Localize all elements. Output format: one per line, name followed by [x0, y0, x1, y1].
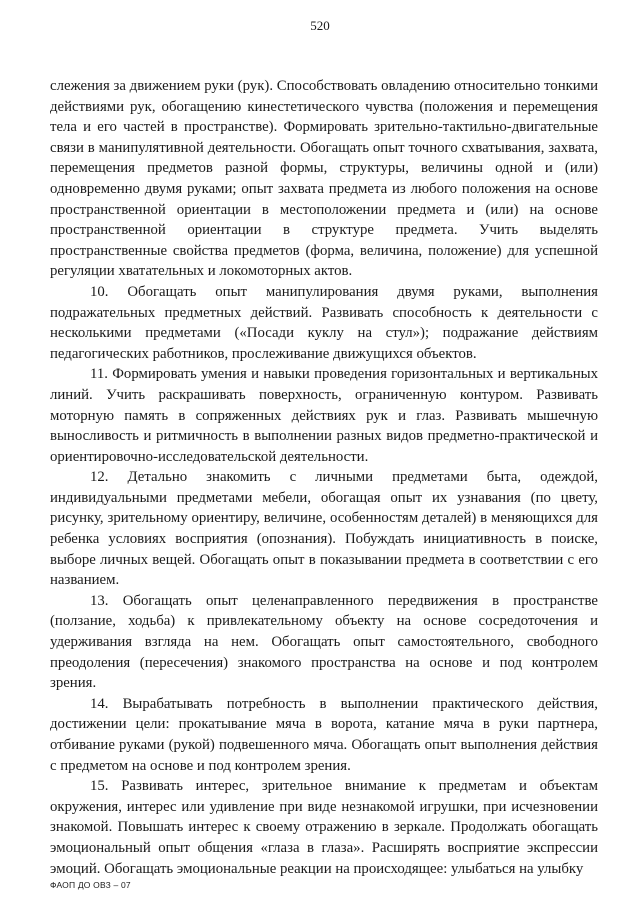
page-number: 520 — [310, 18, 330, 33]
paragraph-10: 10. Обогащать опыт манипулирования двумя руками, выполнения подражательных предметных действий. Развивать способность к деятельности с несколькими предметами («Посади куклу на стул»); подражание действиям педагогических работников, прослеживание движущихся объектов. — [50, 283, 598, 362]
paragraph-12: 12. Детально знакомить с личными предметами быта, одеждой, индивидуальными предметами мебели, обогащая опыт их узнавания (по цвету, рисунку, зрительному ориентиру, величине, особенностям деталей) в меняющихся для ребенка условиях восприятия (опознания). Побуждать инициативность в поиске, выборе личных вещей. Обогащать опыт в показывании предмета в соответствии с его названием. — [50, 469, 598, 589]
paragraph-15: 15. Развивать интерес, зрительное внимание к предметам и объектам окружения, интерес или удивление при виде незнакомой игрушки, при исчезновении знакомой. Повышать интерес к своему отражению в зеркале. Продолжать обогащать эмоциональный опыт общения «глаза в глаза». Расширять восприятие экспрессии эмоций. Обогащать эмоциональные реакции на происходящее: улыбаться на улыбку — [50, 778, 598, 877]
paragraph-13: 13. Обогащать опыт целенаправленного передвижения в пространстве (ползание, ходьба) к привлекательному объекту на основе сосредоточения и удерживания взгляда на нем. Обогащать опыт самостоятельного, свободного преодоления (пересечения) знакомого пространства на основе и под контролем зрения. — [50, 592, 598, 692]
document-body — [50, 76, 598, 879]
paragraph-11: 11. Формировать умения и навыки проведения горизонтальных и вертикальных линий. Учить раскрашивать поверхность, ограниченную контуром. Развивать моторную память в сопряженных действиях рук и глаз. Развивать мышечную выносливость и ритмичность в выполнении разных видов предметно-практической и ориентировочно-исследовательской деятельности. — [50, 366, 598, 465]
paragraph-continuation: слежения за движением руки (рук). Способствовать овладению относительно тонкими действиями рук, обогащению кинестетического чувства (положения и перемещения тела и его частей в пространстве). Формировать зрительно-тактильно-двигательные связи в манипулятивной деятельности. Обогащать опыт точного схватывания, захвата, перемещения предметов разной формы, структуры, величины одной и (или) одновременно двумя руками; опыт захвата предмета из любого положения на основе пространственной ориентации в местоположении предмета и (или) на основе пространственной ориентации в структуре предмета. Учить выделять пространственные свойства предметов (форма, величина, положение) для успешной регуляции хватательных и локомоторных актов. — [50, 78, 598, 280]
paragraph-14: 14. Вырабатывать потребность в выполнении практического действия, достижении цели: прокатывание мяча в ворота, катание мяча в руки партнера, отбивание руками (рукой) подвешенного мяча. Обогащать опыт выполнения действия с предметом на основе и под контролем зрения. — [50, 695, 598, 774]
footer-doc-code: ФАОП ДО ОВЗ – 07 — [50, 880, 131, 890]
